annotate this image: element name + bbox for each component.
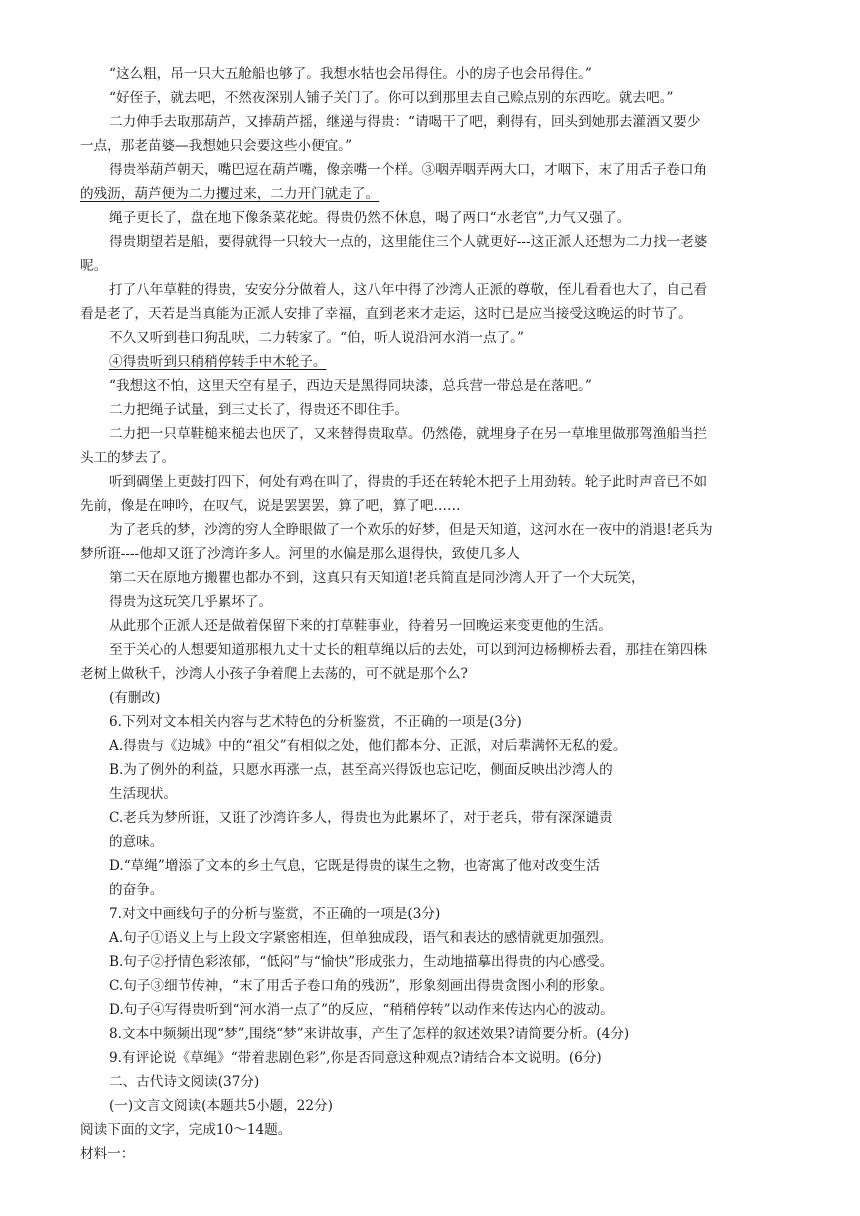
paragraph-line: “我想这不怕，这里天空有星子，西边天是黑得同块漆，总兵营一带总是在落吧。” <box>109 378 592 394</box>
option-line: B.句子②抒情色彩浓郁，“低闷”与“愉快”形成张力，生动地描摹出得贵的内心感受。 <box>109 954 614 970</box>
paragraph-line: 绳子更长了，盘在地下像条菜花蛇。得贵仍然不休息，喝了两口“水老官”,力气又强了。 <box>109 210 631 226</box>
paragraph-line: 得贵举葫芦朝天，嘴巴逗在葫芦嘴，像亲嘴一个样。③咽弄咽弄两大口，才咽下，末了用舌子卷口角 <box>109 162 708 178</box>
paragraph-line: 至于关心的人想要知道那根九丈十丈长的粗草绳以后的去处，可以到河边杨柳桥去看，那挂在第四株 <box>109 642 708 658</box>
material-label: 材料一： <box>80 1146 135 1162</box>
paragraph-line: 老树上做秋千，沙湾人小孩子争着爬上去荡的，可不就是那个么? <box>80 666 468 682</box>
reading-instruction: 阅读下面的文字，完成10～14题。 <box>80 1122 292 1138</box>
paragraph-line: 先前，像是在呻吟，在叹气，说是罢罢罢，算了吧，算了吧…… <box>80 498 461 514</box>
paragraph-line: 为了老兵的梦，沙湾的穷人全睁眼做了一个欢乐的好梦，但是天知道，这河水在一夜中的消退!老兵为 <box>109 522 713 538</box>
underlined-sentence-4: ④得贵听到只稍稍停转手中木轮子。 <box>109 354 327 370</box>
option-line: C.老兵为梦所诳，又诳了沙湾许多人，得贵也为此累坏了，对于老兵，带有深深谴责 <box>109 810 613 826</box>
paragraph-line: 二力把绳子试量，到三丈长了，得贵还不即住手。 <box>109 402 409 418</box>
question-8: 8.文本中频频出现“梦”,围绕“梦”来讲故事，产生了怎样的叙述效果?请简要分析。(4分) <box>109 1026 630 1042</box>
option-line: 生活现状。 <box>109 786 177 802</box>
paragraph-line: 二力伸手去取那葫芦，又捧葫芦摇，继递与得贵：“请喝干了吧，剩得有，回头到她那去灌酒又要少 <box>109 114 701 130</box>
paragraph-line: 打了八年草鞋的得贵，安安分分做着人，这八年中得了沙湾人正派的尊敬，侄儿看看也大了，自己看 <box>109 282 708 298</box>
paragraph-line: 从此那个正派人还是做着保留下来的打草鞋事业，待着另一回晚运来变更他的生活。 <box>109 618 612 634</box>
paragraph-line: 得贵期望若是船，要得就得一只较大一点的，这里能住三个人就更好---这正派人还想为二力找一老婆 <box>109 234 708 250</box>
paragraph-line: 呢。 <box>80 258 108 274</box>
option-line: A.句子①语义上与上段文字紧密相连，但单独成段，语气和表达的感情就更加强烈。 <box>109 930 613 946</box>
option-line: D.“草绳”增添了文本的乡土气息，它既是得贵的谋生之物，也寄寓了他对改变生活 <box>109 858 600 874</box>
paragraph-line: 梦所诳----他却又诳了沙湾许多人。河里的水偏是那么退得快，致使几多人 <box>80 546 520 562</box>
option-line: C.句子③细节传神，“末了用舌子卷口角的残沥”，形象刻画出得贵贪图小利的形象。 <box>109 978 613 994</box>
paragraph-line: 头工的梦去了。 <box>80 450 176 466</box>
paragraph-line: 二力把一只草鞋槌来槌去也厌了，又来替得贵取草。仍然倦，就埋身子在另一草堆里做那驾渔船当拦 <box>109 426 708 442</box>
paragraph-line: 第二天在原地方搬瞿也都办不到，这真只有天知道!老兵简直是同沙湾人开了一个大玩笑， <box>109 570 645 586</box>
option-line: B.为了例外的利益，只愿水再涨一点，甚至高兴得饭也忘记吃，侧面反映出沙湾人的 <box>109 762 613 778</box>
paragraph-line: 看是老了，天若是当真能为正派人安排了幸福，直到老来才走运，这时已是应当接受这晚运的时节了。 <box>80 306 692 322</box>
paragraph-line: 听到碉堡上更鼓打四下，何处有鸡在叫了，得贵的手还在转轮木把子上用劲转。轮子此时声音已不如 <box>109 474 708 490</box>
option-line: 的意味。 <box>109 834 164 850</box>
subsection-heading: (一)文言文阅读(本题共5小题，22分) <box>109 1098 333 1114</box>
option-line: A.得贵与《边城》中的“祖父”有相似之处，他们都本分、正派，对后辈满怀无私的爱。 <box>109 738 627 754</box>
paragraph-line: 得贵为这玩笑几乎累坏了。 <box>109 594 273 610</box>
option-line: 的奋争。 <box>109 882 164 898</box>
question-7: 7.对文中画线句子的分析与鉴赏，不正确的一项是(3分) <box>109 906 441 922</box>
source-note: (有删改) <box>109 690 161 706</box>
question-9: 9.有评论说《草绳》“带着悲剧色彩”,你是否同意这种观点?请结合本文说明。(6分) <box>109 1050 602 1066</box>
paragraph-line: “好侄子，就去吧，不然夜深别人铺子关门了。你可以到那里去自己赊点别的东西吃。就去吧。” <box>109 90 674 106</box>
question-6: 6.下列对文本相关内容与艺术特色的分析鉴赏，不正确的一项是(3分) <box>109 714 522 730</box>
paragraph-line: 不久又听到巷口狗乱吠，二力转家了。“伯，听人说沿河水消一点了。” <box>109 330 524 346</box>
option-line: D.句子④写得贵听到“河水消一点了”的反应，“稍稍停转”以动作来传达内心的波动。 <box>109 1002 614 1018</box>
paragraph-line: “这么粗，吊一只大五舱船也够了。我想水牯也会吊得住。小的房子也会吊得住。” <box>109 66 592 82</box>
underlined-sentence-3: 的残沥，葫芦便为二力攫过来，二力开门就走了。 <box>80 186 380 202</box>
paragraph-line: 一点，那老苗婆—我想她只会要这些小便宜。” <box>80 138 353 154</box>
section-heading: 二、古代诗文阅读(37分) <box>109 1074 260 1090</box>
